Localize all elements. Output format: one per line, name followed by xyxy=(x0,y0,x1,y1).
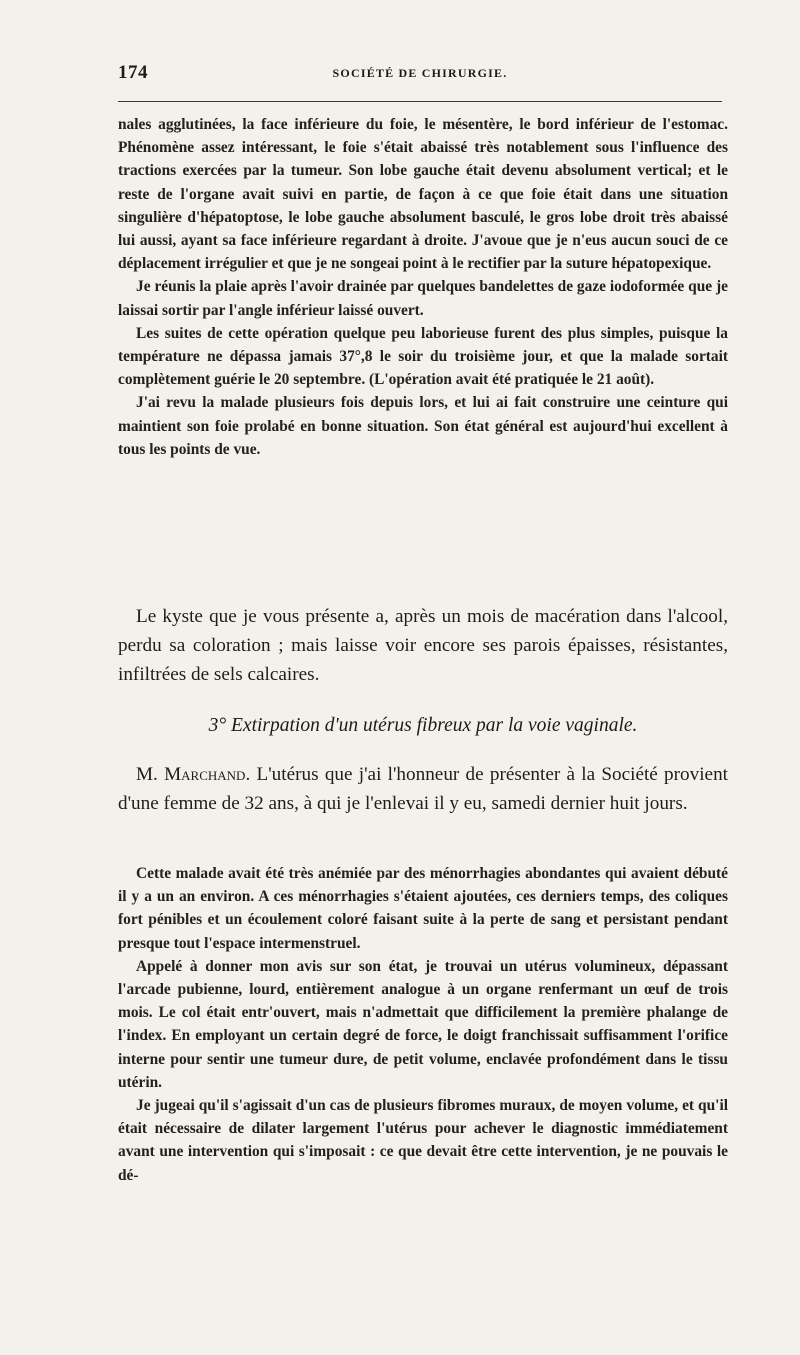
speaker-intro-text: L'utérus que j'ai l'honneur de présenter à la Société provient d'une femme de 32 ans, à qui je l'enlevai il y eu, samedi dernier huit jours. xyxy=(118,764,728,814)
paragraph-wound-closure: Je réunis la plaie après l'avoir drainée par quelques bandelettes de gaze iodoformée que je laissai sortir par l'angle inférieur laissé ouvert. xyxy=(118,278,728,319)
page-header xyxy=(118,62,722,90)
cyst-presentation-block xyxy=(118,602,728,689)
page-number: 174 xyxy=(118,62,148,83)
section-heading: 3° Extirpation d'un utérus fibreux par la voie vaginale. xyxy=(208,715,638,736)
paragraph-examination: Appelé à donner mon avis sur son état, je trouvai un utérus volumineux, dépassant l'arcade pubienne, lourd, entièrement analogue à un organe renfermant un œuf de trois mois. Le col était entr'ouvert, mais n'admettait que difficilement la première phalange de l'index. En employant un certain degré de force, le doigt franchissait suffisamment l'orifice interne pour sentir une tumeur dure, de petit volume, enclavée profondément dans le tissu utérin. xyxy=(118,957,728,1091)
paragraph-follow-up: J'ai revu la malade plusieurs fois depuis lors, et lui ai fait construire une ceinture qui maintient son foie prolabé en bonne situation. Son état général est aujourd'hui excellent à tous les points de vue. xyxy=(118,394,728,458)
continued-text-block xyxy=(118,113,728,461)
running-title: SOCIÉTÉ DE CHIRURGIE. xyxy=(332,66,508,80)
speaker-intro-block xyxy=(118,760,728,818)
paragraph-cyst: Le kyste que je vous présente a, après un mois de macération dans l'alcool, perdu sa coloration ; mais laisse voir encore ses parois épaisses, résistantes, infiltrées de sels calcaires. xyxy=(118,606,728,685)
paragraph-postoperative-course: Les suites de cette opération quelque peu laborieuse furent des plus simples, puisque la température ne dépassa jamais 37°,8 le soir du troisième jour, et que la malade sortait complètement guérie le 20 septembre. (L'opération avait été pratiquée le 21 août). xyxy=(118,324,728,389)
header-rule xyxy=(118,101,722,102)
paragraph-patient-history: Cette malade avait été très anémiée par des ménorrhagies abondantes qui avaient débuté il y a un an environ. A ces ménorrhagies s'étaient ajoutées, ces derniers temps, des coliques fort pénibles et un écoulement coloré faisant suite à la perte de sang et persistant pendant presque tout l'espace intermenstruel. xyxy=(118,865,728,952)
case-history-block xyxy=(118,862,728,1187)
paragraph-diagnosis: Je jugeai qu'il s'agissait d'un cas de plusieurs fibromes muraux, de moyen volume, et qu'il était nécessaire de dilater largement l'utérus pour achever le diagnostic immédiatement avant une intervention qui s'imposait : ce que devait être cette intervention, je ne pouvais le dé- xyxy=(118,1097,728,1184)
paragraph-speaker-intro xyxy=(118,760,728,818)
paragraph-liver-displacement: nales agglutinées, la face inférieure du foie, le mésentère, le bord inférieur de l'estomac. Phénomène assez intéressant, le foie s'était abaissé très notablement sous l'influence des tractions exercées par la tumeur. Son lobe gauche était devenu absolument vertical; et le reste de l'organe avait suivi en partie, de façon à ce que foie était dans une situation singulière d'hépatoptose, le lobe gauche absolument basculé, le gros lobe droit très abaissé lui aussi, ayant sa face inférieure regardant à droite. J'avoue que je n'eus aucun souci de ce déplacement irrégulier et que je ne songeai point à le rectifier par la suture hépatopexique. xyxy=(118,116,728,273)
speaker-name: M. Marchand. xyxy=(136,764,251,785)
